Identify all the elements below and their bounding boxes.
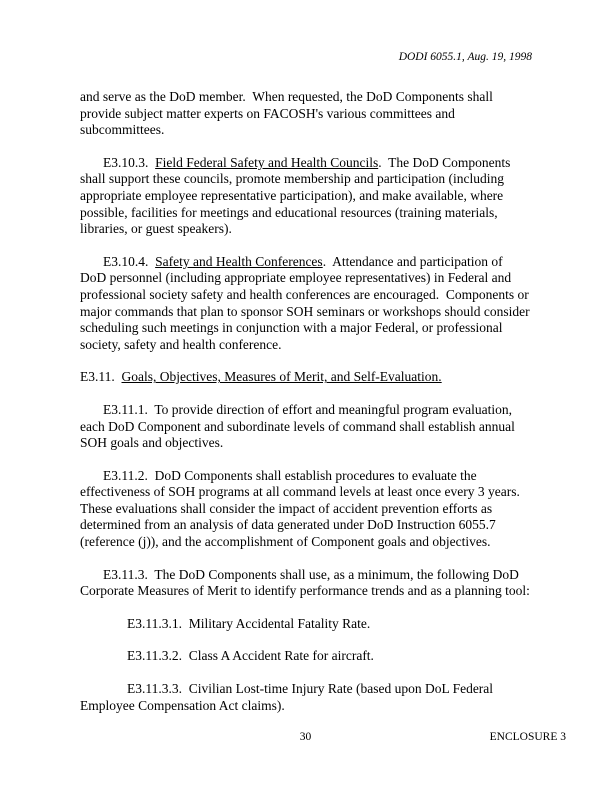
document-body (80, 89, 532, 730)
section-text: . Attendance and participation of DoD personnel (including appropriate employee representatives) in Federal and professional society safety and health conferences are encouraged. Components or major commands that plan to sponsor SOH seminars or workshops should consider scheduling such meetings in conjunction with a major Federal, or professional society, safety and health conference. (80, 253, 533, 352)
section-number: E3.10.4. (103, 253, 156, 269)
paragraph-continuation: and serve as the DoD member. When requested, the DoD Components shall provide subject matter experts on FACOSH's various committees and subcommittees. (80, 89, 497, 138)
section-title: Field Federal Safety and Health Councils (155, 154, 379, 170)
doc-reference: DODI 6055.1, Aug. 19, 1998 (398, 51, 532, 63)
paragraph-e3-11-2: E3.11.2. DoD Components shall establish procedures to evaluate the effectiveness of SOH programs at all command levels at least once every 3 years. These evaluations shall consider the impact of accident prevention efforts as determined from an analysis of data generated under DoD Instruction 6055.7 (reference (j)), and the accomplishment of Component goals and objectives. (80, 467, 523, 550)
section-number: E3.11. (80, 369, 122, 385)
page-number: 30 (299, 731, 312, 743)
section-number: E3.10.3. (103, 154, 156, 170)
section-text: . The DoD Components shall support these councils, promote membership and participation (including appropriate employee representative participation), and make available, where possible, facilities for meetings and educational resources (training materials, libraries, or guest speakers). (80, 154, 514, 237)
paragraph-e3-11-3: E3.11.3. The DoD Components shall use, as a minimum, the following DoD Corporate Measures of Merit to identify performance trends and as a planning tool: (80, 566, 530, 599)
paragraph-e3-11-1: E3.11.1. To provide direction of effort and meaningful program evaluation, each DoD Component and subordinate levels of command shall establish annual SOH goals and objectives. (80, 401, 519, 451)
section-title: Safety and Health Conferences (155, 253, 323, 269)
document-footer (0, 731, 611, 747)
paragraph-e3-11-3-1: E3.11.3.1. Military Accidental Fatality Rate. (127, 615, 371, 631)
section-title: Goals, Objectives, Measures of Merit, and Self-Evaluation. (121, 369, 442, 385)
paragraph-e3-11-3-2: E3.11.3.2. Class A Accident Rate for aircraft. (127, 648, 374, 664)
paragraph-e3-10-3 (80, 155, 532, 238)
enclosure-label: ENCLOSURE 3 (489, 731, 566, 743)
heading-e3-11 (80, 369, 532, 386)
paragraph-e3-10-4 (80, 254, 532, 354)
document-header (80, 51, 532, 63)
paragraph-e3-11-3-3: E3.11.3.3. Civilian Lost-time Injury Rate (based upon DoL Federal Employee Compensation Act claims). (80, 681, 497, 713)
